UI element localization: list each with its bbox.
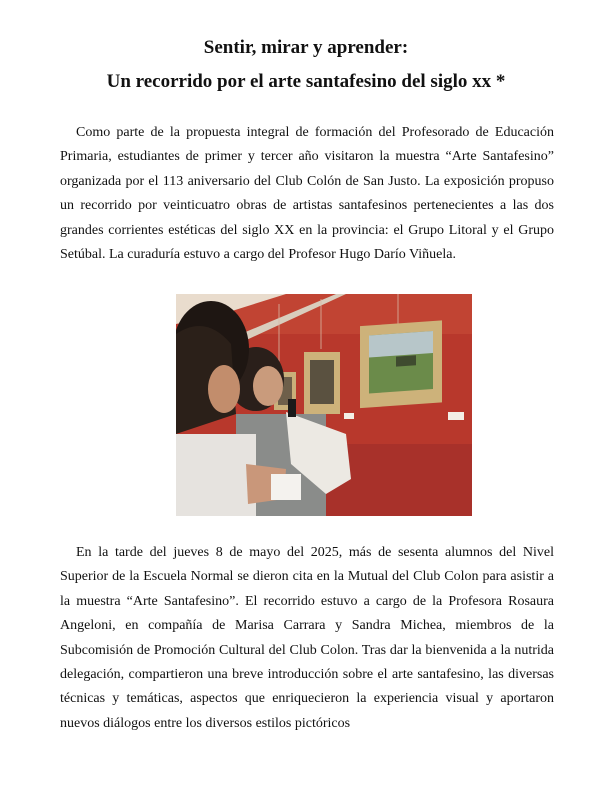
paragraph-visit: En la tarde del jueves 8 de mayo del 2025, más de sesenta alumnos del Nivel Superior de la Escuela Normal se dieron cita en la Mutual del Club Colon para asistir a la muestra “Arte Santafesino”. El recorrido estuvo a cargo de la Profesora Rosaura Angeloni, en compañía de Marisa Carrara y Sandra Michea, miembros de la Subcomisión de Promoción Cultural del Club Colon. Tras dar la bienvenida a la nutrida delegación, compartieron una breve introducción sobre el arte santafesino, las diversas técnicas y temáticas, aspectos que enriquecieron la experiencia visual y aportaron nuevos diálogos entre los diversos estilos pictóricos <box>60 545 554 731</box>
document-title: Sentir, mirar y aprender: <box>203 37 409 58</box>
paragraph-intro: Como parte de la propuesta integral de formación del Profesorado de Educación Primaria, estudiantes de primer y tercer año visitaron la muestra “Arte Santafesino” organizada por el 113 aniversario del Club Colón de San Justo. La exposición propuso un recorrido por veinticuatro obras de artistas santafesinos pertenecientes a las dos grandes corrientes estéticas del siglo XX en la provincia: el Grupo Litoral y el Grupo Setúbal. La curaduría estuvo a cargo del Profesor Hugo Darío Viñuela. <box>60 125 554 263</box>
exhibition-photo <box>176 294 472 516</box>
document-subtitle: Un recorrido por el arte santafesino del siglo xx * <box>106 71 506 92</box>
painting-frame-large <box>360 320 442 408</box>
